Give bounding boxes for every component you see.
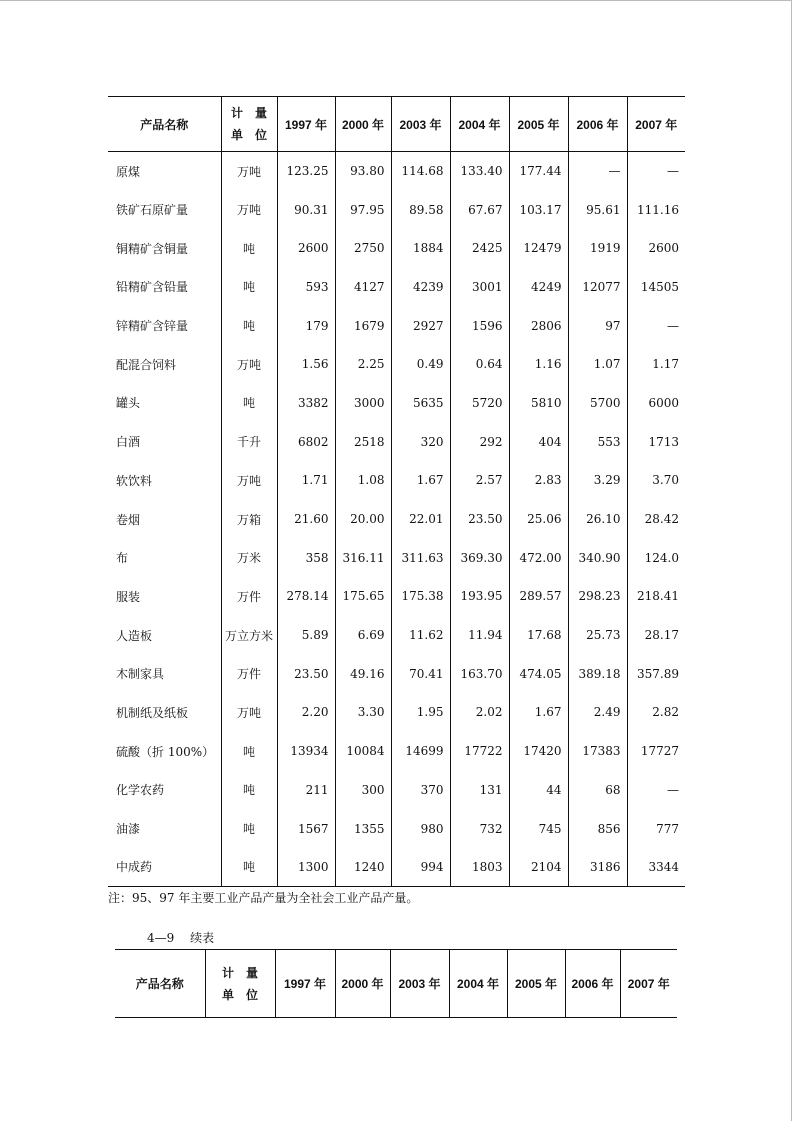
value-cell: 593 (277, 268, 335, 307)
header-year: 2000 年 (335, 97, 391, 152)
product-name: 罐头 (116, 396, 141, 411)
value-cell: 1.71 (277, 461, 335, 500)
value-cell: 0.49 (391, 345, 450, 384)
value-cell: 6802 (277, 422, 335, 461)
header-year: 2006 年 (565, 950, 620, 1018)
value-cell: 474.05 (509, 654, 568, 693)
unit-cell: 吨 (221, 732, 277, 771)
value-cell: 3186 (568, 848, 627, 887)
table-row (108, 848, 685, 887)
table-row (108, 345, 685, 384)
value-cell: 17383 (568, 732, 627, 771)
header-product-name: 产品名称 (108, 97, 221, 152)
product-name: 铅精矿含铅量 (116, 280, 189, 295)
value-cell: 49.16 (335, 654, 391, 693)
value-cell: 2.83 (509, 461, 568, 500)
unit-cell: 万件 (221, 654, 277, 693)
value-cell: — (627, 152, 685, 191)
value-cell: 111.16 (627, 190, 685, 229)
value-cell: 68 (568, 771, 627, 810)
header-year: 1997 年 (277, 97, 335, 152)
product-name: 布 (116, 551, 129, 566)
value-cell: 2.49 (568, 693, 627, 732)
value-cell: 1.07 (568, 345, 627, 384)
value-cell: 2600 (627, 229, 685, 268)
value-cell: 1.67 (391, 461, 450, 500)
value-cell: 994 (391, 848, 450, 887)
unit-cell: 吨 (221, 384, 277, 423)
value-cell: 4249 (509, 268, 568, 307)
table-row (108, 306, 685, 345)
value-cell: 1.67 (509, 693, 568, 732)
value-cell: 1.56 (277, 345, 335, 384)
value-cell: 5.89 (277, 616, 335, 655)
value-cell: 90.31 (277, 190, 335, 229)
unit-cell: 吨 (221, 809, 277, 848)
unit-cell: 吨 (221, 229, 277, 268)
value-cell: 2425 (450, 229, 509, 268)
value-cell: 97 (568, 306, 627, 345)
unit-cell: 万立方米 (221, 616, 277, 655)
value-cell: 2518 (335, 422, 391, 461)
value-cell: — (568, 152, 627, 191)
table-row (108, 693, 685, 732)
value-cell: 316.11 (335, 538, 391, 577)
header-year: 2000 年 (335, 950, 390, 1018)
value-cell: 175.65 (335, 577, 391, 616)
unit-cell: 吨 (221, 848, 277, 887)
value-cell: 218.41 (627, 577, 685, 616)
value-cell: 1.16 (509, 345, 568, 384)
unit-cell: 万吨 (221, 693, 277, 732)
value-cell: 20.00 (335, 500, 391, 539)
value-cell: 95.61 (568, 190, 627, 229)
value-cell: 97.95 (335, 190, 391, 229)
value-cell: 980 (391, 809, 450, 848)
product-name: 木制家具 (116, 667, 165, 682)
value-cell: 2.02 (450, 693, 509, 732)
value-cell: 5635 (391, 384, 450, 423)
table-header-row (108, 97, 685, 152)
header-year: 2006 年 (568, 97, 627, 152)
value-cell: 1.08 (335, 461, 391, 500)
value-cell: 320 (391, 422, 450, 461)
value-cell: 2.82 (627, 693, 685, 732)
value-cell: 2104 (509, 848, 568, 887)
value-cell: 211 (277, 771, 335, 810)
value-cell: 21.60 (277, 500, 335, 539)
value-cell: 732 (450, 809, 509, 848)
unit-cell: 万吨 (221, 190, 277, 229)
value-cell: 1240 (335, 848, 391, 887)
value-cell: 5810 (509, 384, 568, 423)
value-cell: 5720 (450, 384, 509, 423)
value-cell: 1.17 (627, 345, 685, 384)
header-unit: 计 量 单 位 (221, 97, 277, 152)
value-cell: 17420 (509, 732, 568, 771)
header-year: 2007 年 (620, 950, 677, 1018)
value-cell: 2.20 (277, 693, 335, 732)
value-cell: 179 (277, 306, 335, 345)
value-cell: 370 (391, 771, 450, 810)
value-cell: 17722 (450, 732, 509, 771)
product-name: 铜精矿含铜量 (116, 241, 189, 256)
product-name: 机制纸及纸板 (116, 705, 189, 720)
product-name: 铁矿石原矿量 (116, 203, 189, 218)
value-cell: 1803 (450, 848, 509, 887)
table-row (108, 577, 685, 616)
value-cell: — (627, 771, 685, 810)
table-header-row (115, 950, 677, 1018)
value-cell: 14505 (627, 268, 685, 307)
value-cell: 25.06 (509, 500, 568, 539)
value-cell: 10084 (335, 732, 391, 771)
value-cell: 3344 (627, 848, 685, 887)
unit-cell: 万吨 (221, 461, 277, 500)
value-cell: 23.50 (450, 500, 509, 539)
value-cell: 25.73 (568, 616, 627, 655)
value-cell: 175.38 (391, 577, 450, 616)
value-cell: 1919 (568, 229, 627, 268)
value-cell: 289.57 (509, 577, 568, 616)
value-cell: 131 (450, 771, 509, 810)
table-row (108, 732, 685, 771)
product-name: 化学农药 (116, 783, 165, 798)
header-year: 1997 年 (275, 950, 335, 1018)
value-cell: 193.95 (450, 577, 509, 616)
table-note: 注：95、97 年主要工业产品产量为全社会工业产品产量。 (108, 891, 419, 905)
table-row (108, 771, 685, 810)
value-cell: 133.40 (450, 152, 509, 191)
value-cell: 1679 (335, 306, 391, 345)
table-row (108, 190, 685, 229)
header-year: 2003 年 (391, 97, 450, 152)
unit-cell: 吨 (221, 771, 277, 810)
unit-cell: 吨 (221, 306, 277, 345)
value-cell: 17.68 (509, 616, 568, 655)
value-cell: 124.0 (627, 538, 685, 577)
value-cell: 3001 (450, 268, 509, 307)
value-cell: 22.01 (391, 500, 450, 539)
value-cell: 4239 (391, 268, 450, 307)
value-cell: 1300 (277, 848, 335, 887)
value-cell: 3000 (335, 384, 391, 423)
continued-table-label: 4—9 续表 (147, 931, 215, 945)
value-cell: 89.58 (391, 190, 450, 229)
product-name: 白酒 (116, 435, 141, 450)
value-cell: 3382 (277, 384, 335, 423)
value-cell: 67.67 (450, 190, 509, 229)
value-cell: 2600 (277, 229, 335, 268)
table-row (108, 422, 685, 461)
unit-cell: 万箱 (221, 500, 277, 539)
product-name: 卷烟 (116, 512, 141, 527)
header-year: 2003 年 (390, 950, 449, 1018)
value-cell: 11.62 (391, 616, 450, 655)
value-cell: 292 (450, 422, 509, 461)
value-cell: 300 (335, 771, 391, 810)
header-product-name: 产品名称 (115, 950, 205, 1018)
value-cell: 6.69 (335, 616, 391, 655)
value-cell: 369.30 (450, 538, 509, 577)
unit-cell: 万件 (221, 577, 277, 616)
value-cell: 13934 (277, 732, 335, 771)
header-year: 2004 年 (450, 97, 509, 152)
value-cell: 3.30 (335, 693, 391, 732)
table-row (108, 152, 685, 191)
table-row (108, 268, 685, 307)
value-cell: 70.41 (391, 654, 450, 693)
table-row (108, 809, 685, 848)
value-cell: 14699 (391, 732, 450, 771)
value-cell: 856 (568, 809, 627, 848)
value-cell: 0.64 (450, 345, 509, 384)
value-cell: 123.25 (277, 152, 335, 191)
table-row (108, 229, 685, 268)
unit-cell: 千升 (221, 422, 277, 461)
unit-cell: 万吨 (221, 345, 277, 384)
value-cell: 12479 (509, 229, 568, 268)
value-cell: 114.68 (391, 152, 450, 191)
header-year: 2005 年 (507, 950, 565, 1018)
value-cell: 1.95 (391, 693, 450, 732)
value-cell: 44 (509, 771, 568, 810)
product-name: 原煤 (116, 164, 141, 179)
value-cell: 28.17 (627, 616, 685, 655)
value-cell: 472.00 (509, 538, 568, 577)
unit-cell: 吨 (221, 268, 277, 307)
table-row (108, 384, 685, 423)
value-cell: 26.10 (568, 500, 627, 539)
value-cell: 28.42 (627, 500, 685, 539)
value-cell: 2.57 (450, 461, 509, 500)
unit-cell: 万米 (221, 538, 277, 577)
value-cell: 5700 (568, 384, 627, 423)
value-cell: 358 (277, 538, 335, 577)
continued-table (115, 949, 677, 1018)
table-row (108, 538, 685, 577)
value-cell: 357.89 (627, 654, 685, 693)
value-cell: 311.63 (391, 538, 450, 577)
table-row (108, 461, 685, 500)
product-name: 配混合饲料 (116, 357, 177, 372)
value-cell: 1884 (391, 229, 450, 268)
value-cell: 553 (568, 422, 627, 461)
product-name: 锌精矿含锌量 (116, 319, 189, 334)
product-name: 硫酸（折 100%） (116, 744, 215, 759)
value-cell: 6000 (627, 384, 685, 423)
production-table (108, 96, 685, 887)
table-row (108, 616, 685, 655)
value-cell: 777 (627, 809, 685, 848)
value-cell: 93.80 (335, 152, 391, 191)
product-name: 软饮料 (116, 473, 153, 488)
value-cell: 2806 (509, 306, 568, 345)
value-cell: 1355 (335, 809, 391, 848)
product-name: 人造板 (116, 628, 153, 643)
value-cell: 103.17 (509, 190, 568, 229)
value-cell: 3.70 (627, 461, 685, 500)
unit-cell: 万吨 (221, 152, 277, 191)
value-cell: 745 (509, 809, 568, 848)
value-cell: 23.50 (277, 654, 335, 693)
header-year: 2005 年 (509, 97, 568, 152)
value-cell: 278.14 (277, 577, 335, 616)
value-cell: 389.18 (568, 654, 627, 693)
table-row (108, 500, 685, 539)
value-cell: 163.70 (450, 654, 509, 693)
value-cell: 298.23 (568, 577, 627, 616)
value-cell: 12077 (568, 268, 627, 307)
value-cell: 2927 (391, 306, 450, 345)
value-cell: 2750 (335, 229, 391, 268)
value-cell: 2.25 (335, 345, 391, 384)
value-cell: 1713 (627, 422, 685, 461)
header-year: 2007 年 (627, 97, 685, 152)
header-year: 2004 年 (449, 950, 507, 1018)
value-cell: 340.90 (568, 538, 627, 577)
value-cell: 11.94 (450, 616, 509, 655)
product-name: 油漆 (116, 822, 141, 837)
header-unit: 计 量 单 位 (205, 950, 275, 1018)
value-cell: — (627, 306, 685, 345)
product-name: 服装 (116, 589, 141, 604)
value-cell: 404 (509, 422, 568, 461)
value-cell: 177.44 (509, 152, 568, 191)
value-cell: 4127 (335, 268, 391, 307)
value-cell: 1567 (277, 809, 335, 848)
value-cell: 1596 (450, 306, 509, 345)
table-row (108, 654, 685, 693)
product-name: 中成药 (108, 848, 221, 887)
value-cell: 17727 (627, 732, 685, 771)
value-cell: 3.29 (568, 461, 627, 500)
